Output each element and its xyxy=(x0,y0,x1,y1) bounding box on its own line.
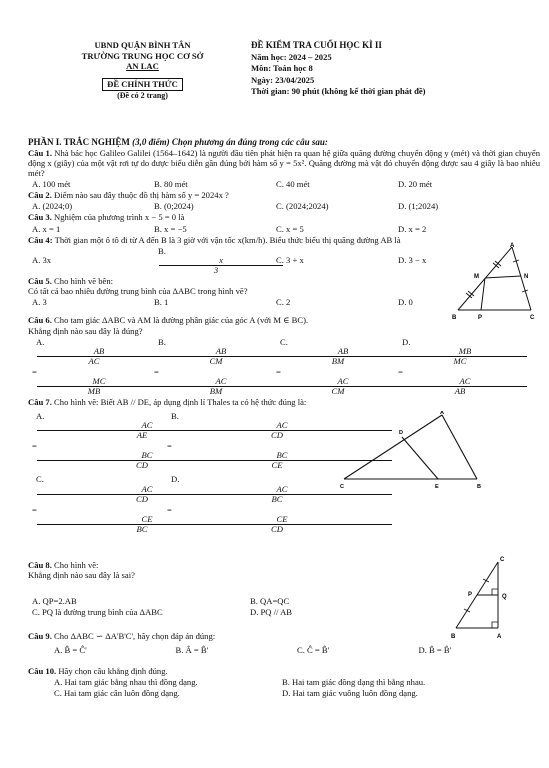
question-text: Điểm nào sau đây thuộc đồ thị hàm số y = 2024x ? xyxy=(54,190,229,201)
numerator: x xyxy=(159,256,283,266)
q8-triangle-figure xyxy=(446,554,516,642)
denominator: CM xyxy=(209,355,223,366)
vertex-label-b: B xyxy=(477,484,481,490)
vertex-label-c: C xyxy=(530,315,535,322)
part-heading xyxy=(28,137,540,148)
question-text-2: Khẳng định nào sau đây là đúng? xyxy=(28,325,143,336)
vertex-label-a: A xyxy=(497,633,502,640)
option-a xyxy=(32,411,167,470)
question-7 xyxy=(28,397,540,534)
question-text: Thời gian một ô tô đi từ A đến B là 3 giờ với vận tốc x(km/h). Biểu thức biểu thị quãng đường AB là xyxy=(54,234,401,245)
denominator: BM xyxy=(331,355,345,366)
q5-triangle-figure xyxy=(448,242,540,322)
header-left xyxy=(40,40,245,101)
option-b xyxy=(167,411,302,470)
vertex-label-d: D xyxy=(399,430,403,437)
vertex-label-b: B xyxy=(452,315,457,322)
numerator: MB xyxy=(403,347,527,357)
denominator: AE xyxy=(136,430,148,441)
denominator: 3 xyxy=(213,265,219,276)
question-text: Cho hình vẽ bên: xyxy=(54,276,114,287)
question-text: Hãy chọn câu khẳng định đúng. xyxy=(58,665,168,676)
exam-time: Thời gian: 90 phút (không kể thời gian phát đề) xyxy=(251,85,426,96)
option-a: A. B̂ = Ĉ' xyxy=(54,645,87,656)
numerator: AC xyxy=(159,377,283,387)
equals-sign: = xyxy=(276,366,281,377)
option-c: C. (2024;2024) xyxy=(276,201,329,212)
option-prefix: B. xyxy=(171,411,179,422)
q7-options-row2 xyxy=(28,474,328,533)
denominator: AC xyxy=(88,355,100,366)
option-prefix: B. xyxy=(158,245,166,256)
question-text: Nhà bác học Galileo Galilei (1564–1642) là người đầu tiên phát hiện ra quan hệ giữa quãng đường chuyển động y (mét) và thời gian chuyển động x (giây) của một vật rơi tự do được biểu diễn gần đúng bởi hàm số y = 5x². Quãng đường mà vật đó chuyển động được sau 4 giây là bao nhiêu mét? xyxy=(28,147,540,178)
option-d xyxy=(167,474,302,533)
question-label: Câu 10. xyxy=(28,665,57,676)
option-d: D. PQ // AB xyxy=(250,607,293,618)
fraction xyxy=(155,347,283,366)
option-a: A. 100 mét xyxy=(32,179,71,190)
school-year: Năm học: 2024 – 2025 xyxy=(251,51,332,62)
fraction xyxy=(33,347,161,366)
q9-options xyxy=(28,645,540,655)
equals-sign: = xyxy=(398,366,403,377)
q10-options-row2 xyxy=(28,688,540,698)
option-b: B. x = −5 xyxy=(154,223,187,234)
vertex-label-n: N xyxy=(524,274,529,281)
option-a: A. 3 xyxy=(32,297,47,308)
option-prefix: B. xyxy=(158,336,166,347)
question-text-2: Khẳng định nào sau đây là sai? xyxy=(28,569,135,580)
equals-sign: = xyxy=(167,504,172,515)
vertex-label-m: M xyxy=(474,274,479,281)
equals-sign: = xyxy=(167,441,172,452)
question-label: Câu 9. xyxy=(28,631,52,642)
option-c: C. 2 xyxy=(276,297,291,308)
option-a: A. 3x xyxy=(32,255,52,266)
option-a: A. Hai tam giác bằng nhau thì đồng dạng. xyxy=(54,676,198,687)
q7-options-row1 xyxy=(28,411,328,470)
fraction xyxy=(399,347,527,366)
numerator: MC xyxy=(37,377,161,387)
vertex-label-b: B xyxy=(451,633,456,640)
option-prefix: D. xyxy=(402,336,411,347)
vertex-label-q: Q xyxy=(502,593,507,600)
fraction xyxy=(399,377,527,396)
denominator: MC xyxy=(453,355,467,366)
option-d: D. x = 2 xyxy=(398,223,427,234)
denominator: CD xyxy=(136,460,148,471)
option-a: A. (2024;0) xyxy=(32,201,73,212)
header-right xyxy=(251,40,541,97)
vertex-label-e: E xyxy=(435,484,439,490)
option-c: C. Ĉ = B̂' xyxy=(297,645,330,656)
denominator: CM xyxy=(331,386,345,397)
option-b: B. Â = B̂' xyxy=(175,645,209,656)
fraction xyxy=(155,377,283,396)
question-text: Cho hình vẽ: xyxy=(54,559,99,570)
numerator: AC xyxy=(172,421,392,431)
equals-sign: = xyxy=(32,366,37,377)
school-name: TRƯỜNG TRUNG HỌC CƠ SỞ xyxy=(81,50,204,61)
option-prefix: A. xyxy=(36,411,45,422)
question-label: Câu 7. xyxy=(28,397,52,408)
option-b: B. Hai tam giác đồng dạng thì bằng nhau. xyxy=(282,676,426,687)
option-b: B. 80 mét xyxy=(154,179,188,190)
option-prefix: C. xyxy=(36,474,44,485)
option-a xyxy=(32,337,154,396)
question-3 xyxy=(28,212,540,222)
q10-options-row1 xyxy=(28,677,540,687)
denominator: MB xyxy=(87,386,101,397)
q3-options xyxy=(28,224,540,234)
numerator: CE xyxy=(172,515,392,525)
page-count: (Đề có 2 trang) xyxy=(117,90,168,100)
denominator: AB xyxy=(454,386,466,397)
option-b: B. QA=QC xyxy=(250,596,290,607)
vertex-label-p: P xyxy=(478,315,483,322)
question-label: Câu 2. xyxy=(28,190,52,201)
option-b: B. 1 xyxy=(154,297,169,308)
denominator: BM xyxy=(209,386,223,397)
option-d: D. 3 − x xyxy=(398,255,427,266)
fraction xyxy=(277,377,405,396)
option-prefix: C. xyxy=(280,336,288,347)
part-instructions: (3,0 điểm) Chọn phương án đúng trong các câu sau: xyxy=(132,137,328,147)
fraction xyxy=(168,515,392,534)
option-d: D. Hai tam giác vuông luôn đồng dạng. xyxy=(282,687,418,698)
q7-triangle-figure xyxy=(332,411,512,489)
denominator: CE xyxy=(271,460,283,471)
question-label: Câu 6. xyxy=(28,315,52,326)
numerator: AB xyxy=(159,347,283,357)
question-label: Câu 3. xyxy=(28,212,52,223)
numerator: BC xyxy=(172,451,392,461)
q2-options xyxy=(28,201,540,211)
vertex-label-a: A xyxy=(510,243,515,250)
question-7-stem xyxy=(28,397,540,407)
fraction xyxy=(33,377,161,396)
option-b xyxy=(154,246,276,275)
question-10 xyxy=(28,666,540,676)
question-text: Cho hình vẽ: Biết AB // DE, áp dụng định lí Thales ta có hệ thức đúng là: xyxy=(54,397,307,408)
question-2 xyxy=(28,190,540,200)
option-b: B. (0;2024) xyxy=(154,201,194,212)
equals-sign: = xyxy=(32,504,37,515)
vertex-label-c: C xyxy=(340,484,344,490)
option-c: C. 3 + x xyxy=(276,255,304,266)
question-label: Câu 4: xyxy=(28,234,53,245)
option-c xyxy=(32,474,167,533)
q6-options xyxy=(28,337,540,396)
option-c: C. Hai tam giác cân luôn đồng dạng. xyxy=(54,687,180,698)
fraction xyxy=(277,347,405,366)
option-prefix: A. xyxy=(36,336,45,347)
denominator: BC xyxy=(271,493,283,504)
option-d xyxy=(398,337,520,396)
school-name-2: AN LẠC xyxy=(126,61,159,72)
q1-options xyxy=(28,179,540,189)
part-title: PHẦN I. TRẮC NGHIỆM xyxy=(28,137,130,147)
numerator: AB xyxy=(37,347,161,357)
subject: Môn: Toán học 8 xyxy=(251,63,313,74)
question-1 xyxy=(28,148,540,178)
option-d: D. 0 xyxy=(398,297,413,308)
denominator: CD xyxy=(271,523,283,534)
question-label: Câu 8. xyxy=(28,559,52,570)
question-label: Câu 5. xyxy=(28,276,52,287)
vertex-label-a: A xyxy=(440,411,444,417)
numerator: AC xyxy=(172,485,392,495)
equals-sign: = xyxy=(154,366,159,377)
option-d: D. 20 mét xyxy=(398,179,433,190)
question-label: Câu 1. xyxy=(28,147,52,158)
numerator: AC xyxy=(403,377,527,387)
exam-title: ĐỀ KIỂM TRA CUỐI HỌC KÌ II xyxy=(251,40,382,50)
district-name: UBND QUẬN BÌNH TÂN xyxy=(94,40,191,50)
official-badge: ĐỀ CHÍNH THỨC xyxy=(102,78,183,91)
question-text: Cho tam giác ΔABC và AM là đường phân giác của góc A (với M ∈ BC). xyxy=(54,315,309,326)
numerator: AC xyxy=(281,377,405,387)
equals-sign: = xyxy=(32,441,37,452)
option-c: C. PQ là đường trung bình của ΔABC xyxy=(32,607,163,618)
question-text: Cho ΔABC ∽ ΔA'B'C', hãy chọn đáp án đúng: xyxy=(54,631,216,642)
question-text-2: Có tất cả bao nhiêu đường trung bình của ΔABC trong hình vẽ? xyxy=(28,286,248,297)
numerator: AC xyxy=(37,421,257,431)
denominator: CD xyxy=(136,493,148,504)
option-b xyxy=(154,337,276,396)
exam-content xyxy=(28,137,540,699)
option-d: D. (1;2024) xyxy=(398,201,439,212)
vertex-label-c: C xyxy=(500,556,505,563)
option-c: C. 40 mét xyxy=(276,179,310,190)
option-c xyxy=(276,337,398,396)
option-a: A. x = 1 xyxy=(32,223,61,234)
numerator: CE xyxy=(37,515,257,525)
option-d: D. B̂ = B̂' xyxy=(418,645,452,656)
denominator: BC xyxy=(136,523,148,534)
option-a: A. QP=2.AB xyxy=(32,596,77,607)
numerator: BC xyxy=(37,451,257,461)
vertex-label-p: P xyxy=(468,591,473,598)
exam-date: Ngày: 23/04/2025 xyxy=(251,74,315,85)
question-text: Nghiệm của phương trình x − 5 = 0 là xyxy=(54,212,185,223)
numerator: AB xyxy=(281,347,405,357)
numerator: AC xyxy=(37,485,257,495)
option-c: C. x = 5 xyxy=(276,223,304,234)
option-prefix: D. xyxy=(171,474,180,485)
fraction xyxy=(155,256,283,275)
denominator: CD xyxy=(271,430,283,441)
